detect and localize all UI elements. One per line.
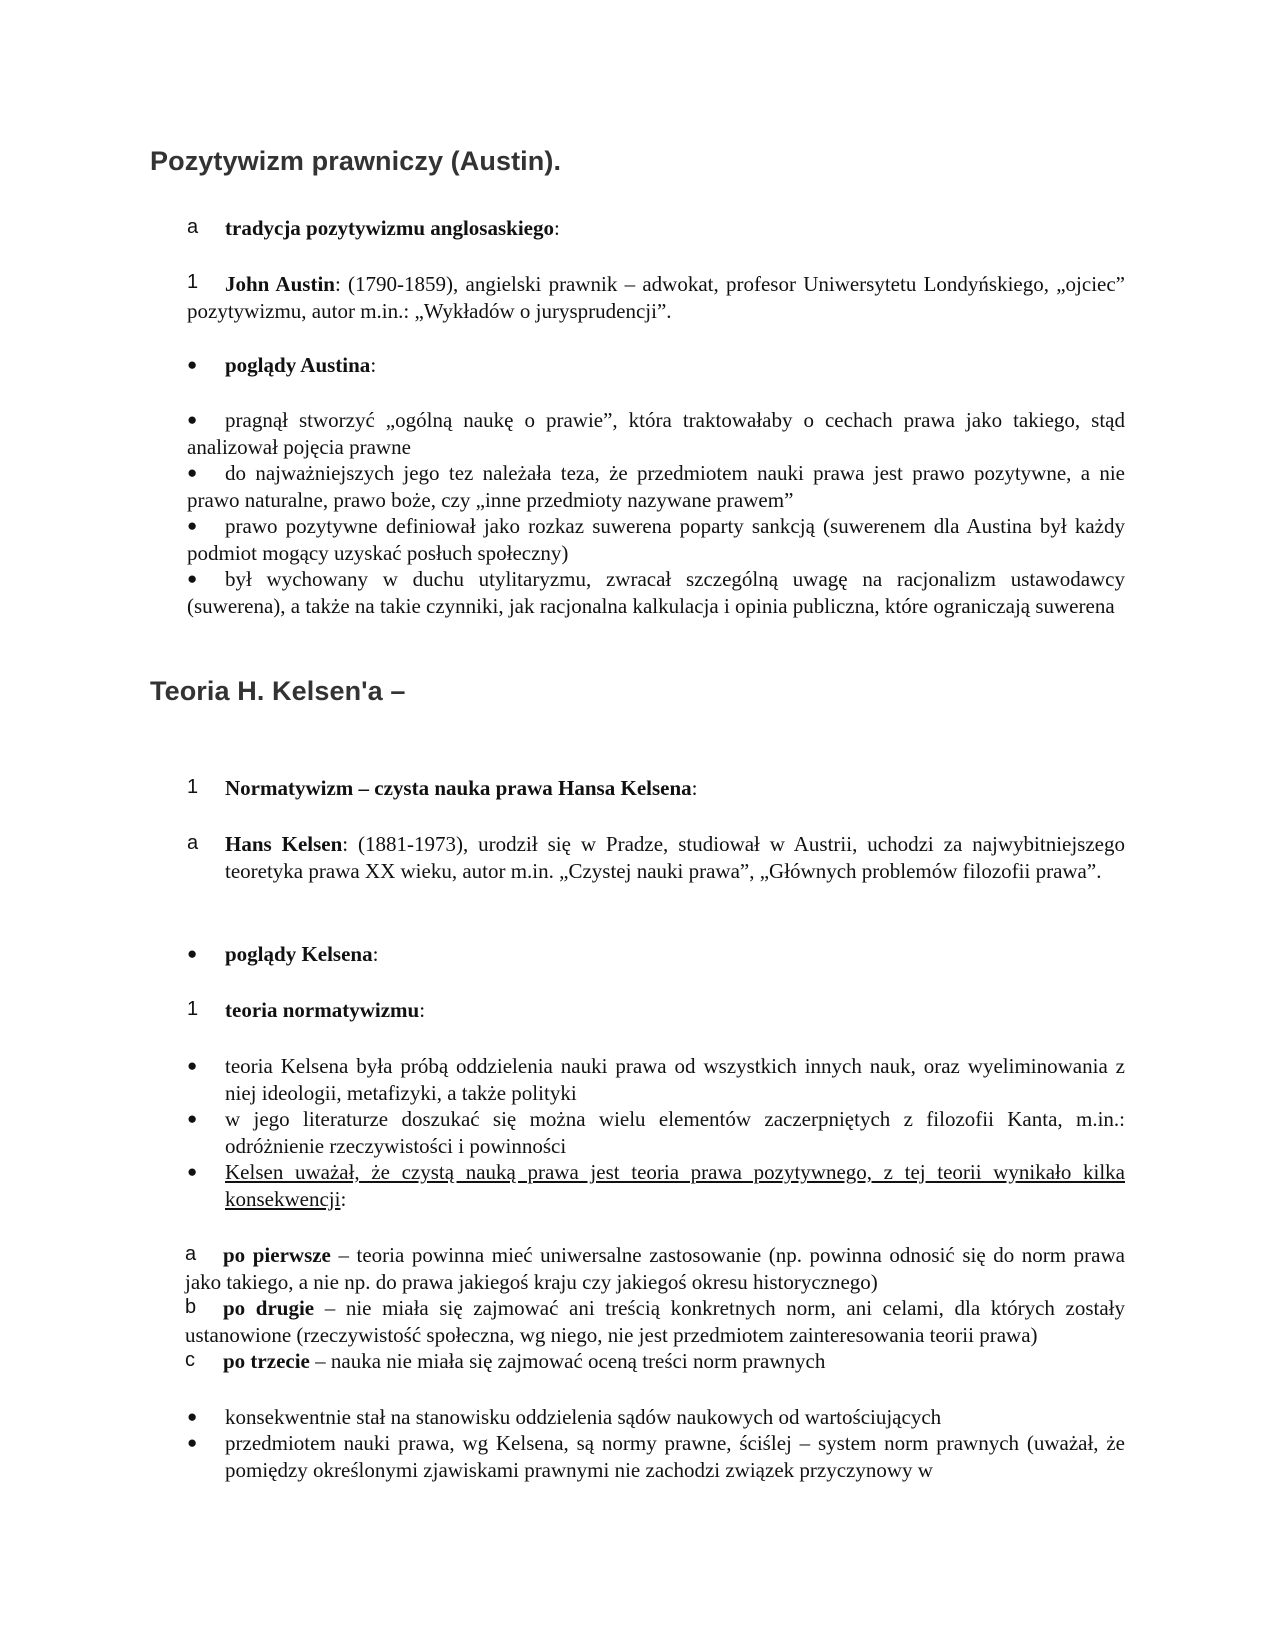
item-label: poglądy Kelsena xyxy=(225,942,373,966)
list-item: prawo pozytywne definiował jako rozkaz suwerena poparty sankcją (suwerenem dla Austina był każdy podmiot mogący uzyskać posłuch społeczny) xyxy=(187,514,1125,565)
bullet-marker: ● xyxy=(187,516,198,535)
bullet-marker: ● xyxy=(187,1162,198,1181)
section-heading-austin: Pozytywizm prawniczy (Austin). xyxy=(150,146,562,176)
list-item: w jego literaturze doszukać się można wielu elementów zaczerpniętych z filozofii Kanta, m.in.: odróżnienie rzeczywistości i powinności xyxy=(225,1107,1125,1158)
list-item xyxy=(187,271,1125,324)
list-marker: 1 xyxy=(187,998,199,1020)
list-item: poglądy Kelsena: xyxy=(225,942,379,966)
item-label: po pierwsze xyxy=(223,1243,331,1267)
item-label: John Austin xyxy=(225,272,335,296)
list-item: do najważniejszych jego tez należała teza, że przedmiotem nauki prawa jest prawo pozytywne, a nie prawo naturalne, prawo boże, czy „inne przedmioty nazywane prawem” xyxy=(187,461,1125,512)
item-label: Normatywizm – czysta nauka prawa Hansa Kelsena xyxy=(225,776,692,800)
list-item: teoria Kelsena była próbą oddzielenia nauki prawa od wszystkich innych nauk, oraz wyeliminowania z niej ideologii, metafizyki, a także polityki xyxy=(225,1054,1125,1105)
item-text: : (1881-1973), urodził się w Pradze, studiował w Austrii, uchodzi za najwybitniejszego teoretyka prawa XX wieku, autor m.in. „Czystej nauki prawa”, „Głównych problemów filozofii prawa”. xyxy=(225,832,1125,883)
bullet-marker: ● xyxy=(187,1109,198,1128)
item-label: po drugie xyxy=(223,1296,315,1320)
item-label: po trzecie xyxy=(223,1349,310,1373)
list-item: pragnął stworzyć „ogólną naukę o prawie”, która traktowałaby o cechach prawa jako takiego, stąd analizował pojęcia prawne xyxy=(187,408,1125,459)
bullet-marker: ● xyxy=(187,463,198,482)
underlined-text: Kelsen uważał, że czystą nauką prawa jest teoria prawa pozytywnego, z tej teorii wynikało kilka konsekwencji xyxy=(225,1160,1125,1211)
list-item: Normatywizm – czysta nauka prawa Hansa Kelsena: xyxy=(225,776,698,800)
item-text: : (1790-1859), angielski prawnik – adwokat, profesor Uniwersytetu Londyńskiego, „ojciec” pozytywizmu, autor m.in.: „Wykładów o jurysprudencji”. xyxy=(187,272,1125,323)
item-label: Hans Kelsen xyxy=(225,832,343,856)
list-marker: a xyxy=(185,1243,197,1265)
bullet-marker: ● xyxy=(187,1433,198,1452)
bullet-marker: ● xyxy=(187,355,198,374)
list-marker: c xyxy=(185,1349,195,1371)
section-heading-kelsen: Teoria H. Kelsen'a – xyxy=(150,676,406,706)
item-label: poglądy Austina xyxy=(225,353,371,377)
list-item xyxy=(225,831,1125,884)
list-item: po pierwsze – teoria powinna mieć uniwersalne zastosowanie (np. powinna odnosić się do norm prawa jako takiego, a nie np. do prawa jakiegoś kraju czy jakiegoś okresu historycznego) xyxy=(185,1243,1125,1294)
item-label: tradycja pozytywizmu anglosaskiego xyxy=(225,216,554,240)
list-item: po drugie – nie miała się zajmować ani treścią konkretnych norm, ani celami, dla których zostały ustanowione (rzeczywistość społeczna, wg niego, nie jest przedmiotem zainteresowania teorii prawa) xyxy=(185,1296,1126,1347)
list-item: poglądy Austina: xyxy=(225,353,377,377)
list-item: teoria normatywizmu: xyxy=(225,998,426,1022)
list-item: tradycja pozytywizmu anglosaskiego: xyxy=(225,216,560,240)
list-item: po trzecie – nauka nie miała się zajmować oceną treści norm prawnych xyxy=(223,1349,826,1373)
list-item: konsekwentnie stał na stanowisku oddzielenia sądów naukowych od wartościujących xyxy=(225,1405,942,1429)
item-label: teoria normatywizmu xyxy=(225,998,420,1022)
bullet-marker: ● xyxy=(187,944,198,963)
list-marker: a xyxy=(187,832,199,854)
bullet-marker: ● xyxy=(187,410,198,429)
list-item: był wychowany w duchu utylitaryzmu, zwracał szczególną uwagę na racjonalizm ustawodawcy (suwerena), a także na takie czynniki, jak racjonalna kalkulacja i opinia publiczna, które ograniczają suwerena xyxy=(187,567,1125,618)
bullet-marker: ● xyxy=(187,1407,198,1426)
list-marker: 1 xyxy=(187,271,199,293)
list-marker: b xyxy=(185,1296,197,1318)
list-item: Kelsen uważał, że czystą nauką prawa jest teoria prawa pozytywnego, z tej teorii wynikało kilka konsekwencji: xyxy=(225,1160,1125,1211)
bullet-marker: ● xyxy=(187,569,198,588)
list-marker: 1 xyxy=(187,776,199,798)
list-marker: a xyxy=(187,216,199,238)
list-item: przedmiotem nauki prawa, wg Kelsena, są normy prawne, ściślej – system norm prawnych (uważał, że pomiędzy określonymi zjawiskami prawnymi nie zachodzi związek przyczynowy w xyxy=(225,1431,1125,1482)
bullet-marker: ● xyxy=(187,1056,198,1075)
